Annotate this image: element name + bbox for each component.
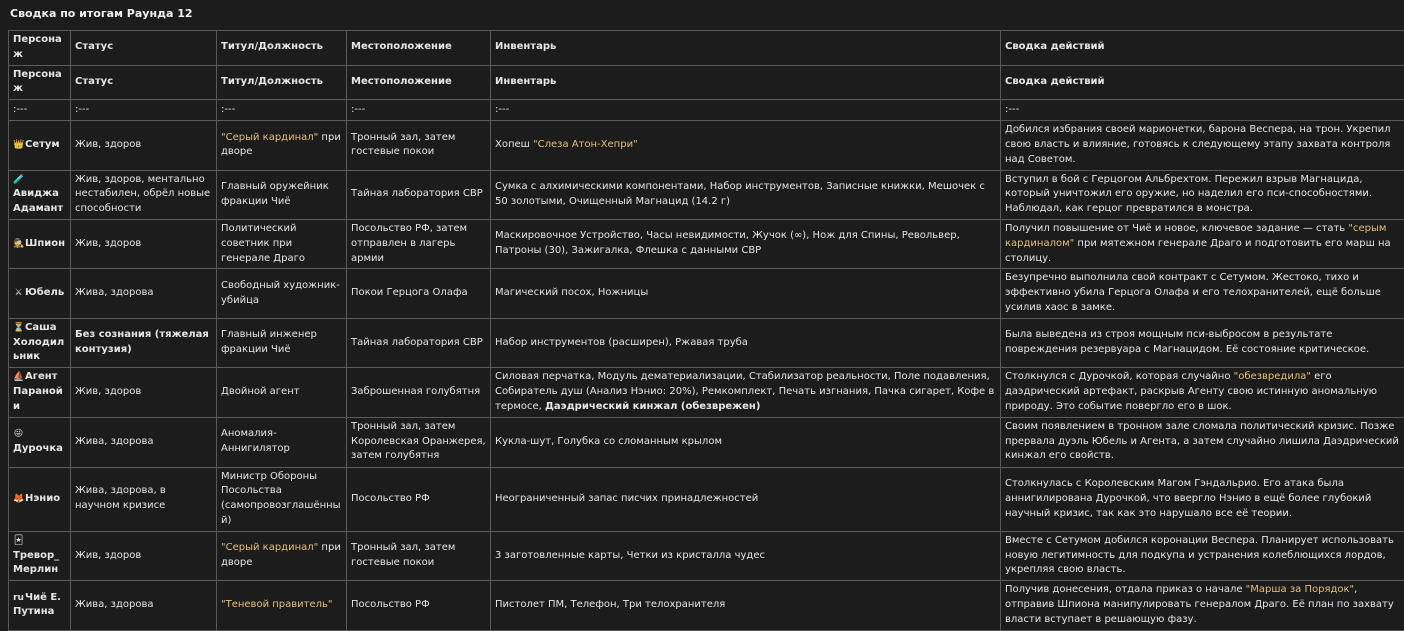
cell-text: Жива, здорова bbox=[75, 599, 154, 610]
table-row bbox=[9, 467, 1404, 531]
character-cell bbox=[9, 269, 71, 318]
cell-text: Была выведена из строя мощным пси-выбросом в результате повреждения резервуара с Магнацидом. Её состояние критическое. bbox=[1005, 329, 1369, 355]
location-cell bbox=[347, 269, 491, 318]
cell-text: Свободный художник-убийца bbox=[221, 280, 340, 306]
status-cell bbox=[71, 467, 217, 531]
repeated-header-title: Титул/Должность bbox=[217, 65, 347, 100]
title-cell bbox=[217, 417, 347, 467]
inventory-cell bbox=[491, 121, 1001, 170]
cell-text: Даэдрический кинжал (обезврежен) bbox=[545, 401, 760, 412]
character-cell bbox=[9, 219, 71, 268]
repeated-header-summary: Сводка действий bbox=[1001, 65, 1404, 100]
cell-text: Посольство РФ, затем отправлен в лагерь армии bbox=[351, 223, 467, 264]
status-cell bbox=[71, 417, 217, 467]
cell-text: Неограниченный запас писчих принадлежностей bbox=[495, 493, 758, 504]
highlighted-text: "Теневой правитель" bbox=[221, 599, 333, 610]
title-cell bbox=[217, 269, 347, 318]
cell-text: Вступил в бой с Герцогом Альбрехтом. Пережил взрыв Магнацида, который уничтожил его оружие, но наделил его пси-способностями. Наблюдал, как герцог превратился в монстра. bbox=[1005, 174, 1372, 215]
cell-text: при мятежном генерале Драго и подготовить его марш на столицу. bbox=[1005, 238, 1391, 264]
silly-face-icon: 😜 bbox=[13, 428, 24, 441]
cell-text: Столкнулся с Дурочкой, которая случайно bbox=[1005, 371, 1234, 382]
summary-cell bbox=[1001, 170, 1404, 219]
title-cell bbox=[217, 170, 347, 219]
cell-text: Получив донесения, отдала приказ о начале bbox=[1005, 584, 1246, 595]
title-cell bbox=[217, 368, 347, 417]
fox-icon: 🦊 bbox=[13, 493, 24, 506]
character-cell bbox=[9, 581, 71, 630]
repeated-header-status: Статус bbox=[71, 65, 217, 100]
character-cell bbox=[9, 121, 71, 170]
character-name: Чиё Е. Путина bbox=[13, 592, 61, 618]
cell-text: Жив, здоров bbox=[75, 386, 141, 397]
header-status: Статус bbox=[71, 31, 217, 66]
potion-icon: 🧪 bbox=[13, 174, 24, 187]
table-row bbox=[9, 318, 1404, 367]
highlighted-text: "Серый кардинал" bbox=[221, 132, 318, 143]
cell-text: , отправив Шпиона манипулировать генералом Драго. Её план по захвату власти вступает в решающую фазу. bbox=[1005, 584, 1394, 625]
cell-text: Кукла-шут, Голубка со сломанным крылом bbox=[495, 436, 722, 447]
cell-text: Посольство РФ bbox=[351, 493, 430, 504]
character-name: Нэнио bbox=[25, 493, 60, 504]
repeated-header-row bbox=[9, 65, 1404, 100]
cell-text: Жив, здоров, ментально нестабилен, обрёл новые способности bbox=[75, 174, 210, 215]
location-cell bbox=[347, 581, 491, 630]
inventory-cell bbox=[491, 531, 1001, 580]
character-name: Агент Паранойи bbox=[13, 371, 63, 412]
cell-text: Тронный зал, затем гостевые покои bbox=[351, 542, 455, 568]
location-cell bbox=[347, 318, 491, 367]
header-inventory: Инвентарь bbox=[491, 31, 1001, 66]
inventory-cell bbox=[491, 269, 1001, 318]
title-cell bbox=[217, 531, 347, 580]
location-cell bbox=[347, 121, 491, 170]
separator-cell: :--- bbox=[71, 100, 217, 121]
cell-text: Без сознания (тяжелая контузия) bbox=[75, 329, 209, 355]
repeated-header-character: Персонаж bbox=[9, 65, 71, 100]
character-cell bbox=[9, 368, 71, 417]
cell-text: Столкнулась с Королевским Магом Гэндальрио. Его атака была аннигилирована Дурочкой, что ввергло Нэнио в ещё более глубокий научный кризис, так как это нарушало все её теории. bbox=[1005, 478, 1371, 519]
cell-text: Тронный зал, затем гостевые покои bbox=[351, 132, 455, 158]
table-row bbox=[9, 269, 1404, 318]
summary-cell bbox=[1001, 318, 1404, 367]
inventory-cell bbox=[491, 219, 1001, 268]
cell-text: Министр Обороны Посольства (самопровозглашённый) bbox=[221, 471, 341, 526]
inventory-cell bbox=[491, 467, 1001, 531]
cell-text: Силовая перчатка, Модуль дематериализации, Стабилизатор реальности, Поле подавления, Собиратель душ (Анализ Нэнио: 20%), Ремкомплект, Печать изгнания, Пачка сигарет, Кофе в термосе, bbox=[495, 371, 994, 412]
summary-table bbox=[8, 30, 1404, 631]
summary-cell bbox=[1001, 269, 1404, 318]
header-row bbox=[9, 31, 1404, 66]
cell-text: Жива, здорова bbox=[75, 436, 154, 447]
title-cell bbox=[217, 318, 347, 367]
character-cell bbox=[9, 467, 71, 531]
cell-text: Добился избрания своей марионетки, барона Веспера, на трон. Укрепил свою власть и влияние, готовясь к следующему этапу захвата контроля над Советом. bbox=[1005, 124, 1391, 165]
summary-cell bbox=[1001, 467, 1404, 531]
title-cell bbox=[217, 581, 347, 630]
character-name: Саша Холодильник bbox=[13, 322, 64, 363]
inventory-cell bbox=[491, 417, 1001, 467]
location-cell bbox=[347, 170, 491, 219]
summary-cell bbox=[1001, 219, 1404, 268]
cell-text: Своим появлением в тронном зале сломала политический кризис. Позже прервала дуэль Юбель и Агента, а затем случайно лишила Даэдрический кинжал его свойств. bbox=[1005, 421, 1399, 462]
status-cell bbox=[71, 121, 217, 170]
inventory-cell bbox=[491, 318, 1001, 367]
table-row bbox=[9, 219, 1404, 268]
character-name: Юбель bbox=[25, 287, 64, 298]
cell-text: Вместе с Сетумом добился коронации Веспера. Планирует использовать новую легитимность для подкупа и устранения колеблющихся лордов, укрепляя свою власть. bbox=[1005, 535, 1394, 576]
summary-cell bbox=[1001, 368, 1404, 417]
inventory-cell bbox=[491, 170, 1001, 219]
cell-text: Заброшенная голубятня bbox=[351, 386, 480, 397]
crown-icon: 👑 bbox=[13, 139, 24, 152]
header-title: Титул/Должность bbox=[217, 31, 347, 66]
cell-text: его даэдрический артефакт, раскрыв Агенту свою истинную аномальную природу. Это событие повергло его в шок. bbox=[1005, 371, 1377, 412]
cell-text: Посольство РФ bbox=[351, 599, 430, 610]
status-cell bbox=[71, 581, 217, 630]
repeated-header-inventory: Инвентарь bbox=[491, 65, 1001, 100]
cell-text: Пистолет ПМ, Телефон, Три телохранителя bbox=[495, 599, 725, 610]
separator-cell: :--- bbox=[347, 100, 491, 121]
table-row bbox=[9, 368, 1404, 417]
table-row bbox=[9, 121, 1404, 170]
crossed-swords-icon: ⚔ bbox=[13, 287, 24, 300]
title-cell bbox=[217, 121, 347, 170]
separator-cell: :--- bbox=[217, 100, 347, 121]
table-row bbox=[9, 581, 1404, 630]
location-cell bbox=[347, 467, 491, 531]
cell-text: Тайная лаборатория СВР bbox=[351, 188, 483, 199]
cell-text: Жив, здоров bbox=[75, 238, 141, 249]
cell-text: Тайная лаборатория СВР bbox=[351, 337, 483, 348]
cell-text: Жива, здорова, в научном кризисе bbox=[75, 485, 166, 511]
cell-text: Маскировочное Устройство, Часы невидимости, Жучок (∞), Нож для Спины, Револьвер, Патроны (30), Зажигалка, Флешка с данными СВР bbox=[495, 230, 960, 256]
table-row bbox=[9, 170, 1404, 219]
character-cell bbox=[9, 170, 71, 219]
page-title: Сводка по итогам Раунда 12 bbox=[10, 6, 193, 22]
summary-cell bbox=[1001, 531, 1404, 580]
character-cell bbox=[9, 531, 71, 580]
inventory-cell bbox=[491, 368, 1001, 417]
highlighted-text: "Серый кардинал" bbox=[221, 542, 318, 553]
header-location: Местоположение bbox=[347, 31, 491, 66]
status-cell bbox=[71, 318, 217, 367]
cell-text: Жив, здоров bbox=[75, 139, 141, 150]
title-cell bbox=[217, 219, 347, 268]
cell-text: Магический посох, Ножницы bbox=[495, 287, 648, 298]
table-row bbox=[9, 417, 1404, 467]
summary-cell bbox=[1001, 417, 1404, 467]
highlighted-text: "Марша за Порядок" bbox=[1246, 584, 1354, 595]
hourglass-icon: ⏳ bbox=[13, 322, 24, 335]
cell-text: Сумка с алхимическими компонентами, Набор инструментов, Записные книжки, Мешочек с 50 золотыми, Очищенный Магнацид (14.2 г) bbox=[495, 181, 985, 207]
cell-text: при дворе bbox=[221, 542, 341, 568]
status-cell bbox=[71, 368, 217, 417]
cell-text: Безупречно выполнила свой контракт с Сетумом. Жестоко, тихо и эффективно убила Герцога Олафа и его телохранителей, ещё больше усилив хаос в замке. bbox=[1005, 272, 1381, 313]
cell-text: Покои Герцога Олафа bbox=[351, 287, 468, 298]
separator-row bbox=[9, 100, 1404, 121]
russia-flag-icon: ru bbox=[13, 592, 24, 605]
cell-text: Главный инженер фракции Чиё bbox=[221, 329, 317, 355]
highlighted-text: "серым кардиналом" bbox=[1005, 223, 1386, 249]
location-cell bbox=[347, 417, 491, 467]
cell-text: Двойной агент bbox=[221, 386, 300, 397]
location-cell bbox=[347, 368, 491, 417]
separator-cell: :--- bbox=[9, 100, 71, 121]
status-cell bbox=[71, 531, 217, 580]
character-cell bbox=[9, 417, 71, 467]
cell-text: 3 заготовленные карты, Четки из кристалла чудес bbox=[495, 550, 765, 561]
character-name: Шпион bbox=[25, 238, 65, 249]
cell-text: Политический советник при генерале Драго bbox=[221, 223, 305, 264]
cell-text: Получил повышение от Чиё и новое, ключевое задание — стать bbox=[1005, 223, 1348, 234]
cell-text: при дворе bbox=[221, 132, 341, 158]
spy-icon: 🕵 bbox=[13, 238, 24, 251]
cell-text: Главный оружейник фракции Чиё bbox=[221, 181, 329, 207]
card-icon: 🃏 bbox=[13, 535, 24, 548]
cell-text: Тронный зал, затем Королевская Оранжерея, затем голубятня bbox=[351, 421, 486, 462]
separator-cell: :--- bbox=[1001, 100, 1404, 121]
character-cell bbox=[9, 318, 71, 367]
cell-text: Хопеш bbox=[495, 139, 533, 150]
summary-cell bbox=[1001, 121, 1404, 170]
cell-text: Набор инструментов (расширен), Ржавая труба bbox=[495, 337, 748, 348]
separator-cell: :--- bbox=[491, 100, 1001, 121]
highlighted-text: "обезвредила" bbox=[1234, 371, 1311, 382]
character-name: Дурочка bbox=[13, 443, 63, 454]
character-name: Тревор_Мерлин bbox=[13, 550, 59, 576]
cell-text: Аномалия-Аннигилятор bbox=[221, 428, 290, 454]
summary-cell bbox=[1001, 581, 1404, 630]
ship-icon: ⛵ bbox=[13, 371, 24, 384]
repeated-header-location: Местоположение bbox=[347, 65, 491, 100]
status-cell bbox=[71, 170, 217, 219]
location-cell bbox=[347, 219, 491, 268]
title-cell bbox=[217, 467, 347, 531]
cell-text: Жив, здоров bbox=[75, 550, 141, 561]
table-row bbox=[9, 531, 1404, 580]
status-cell bbox=[71, 269, 217, 318]
status-cell bbox=[71, 219, 217, 268]
inventory-cell bbox=[491, 581, 1001, 630]
cell-text: Жива, здорова bbox=[75, 287, 154, 298]
location-cell bbox=[347, 531, 491, 580]
header-character: Персонаж bbox=[9, 31, 71, 66]
highlighted-text: "Слеза Атон-Хепри" bbox=[533, 139, 638, 150]
character-name: Сетум bbox=[25, 139, 60, 150]
character-name: Авиджа Адамант bbox=[13, 188, 63, 214]
header-summary: Сводка действий bbox=[1001, 31, 1404, 66]
